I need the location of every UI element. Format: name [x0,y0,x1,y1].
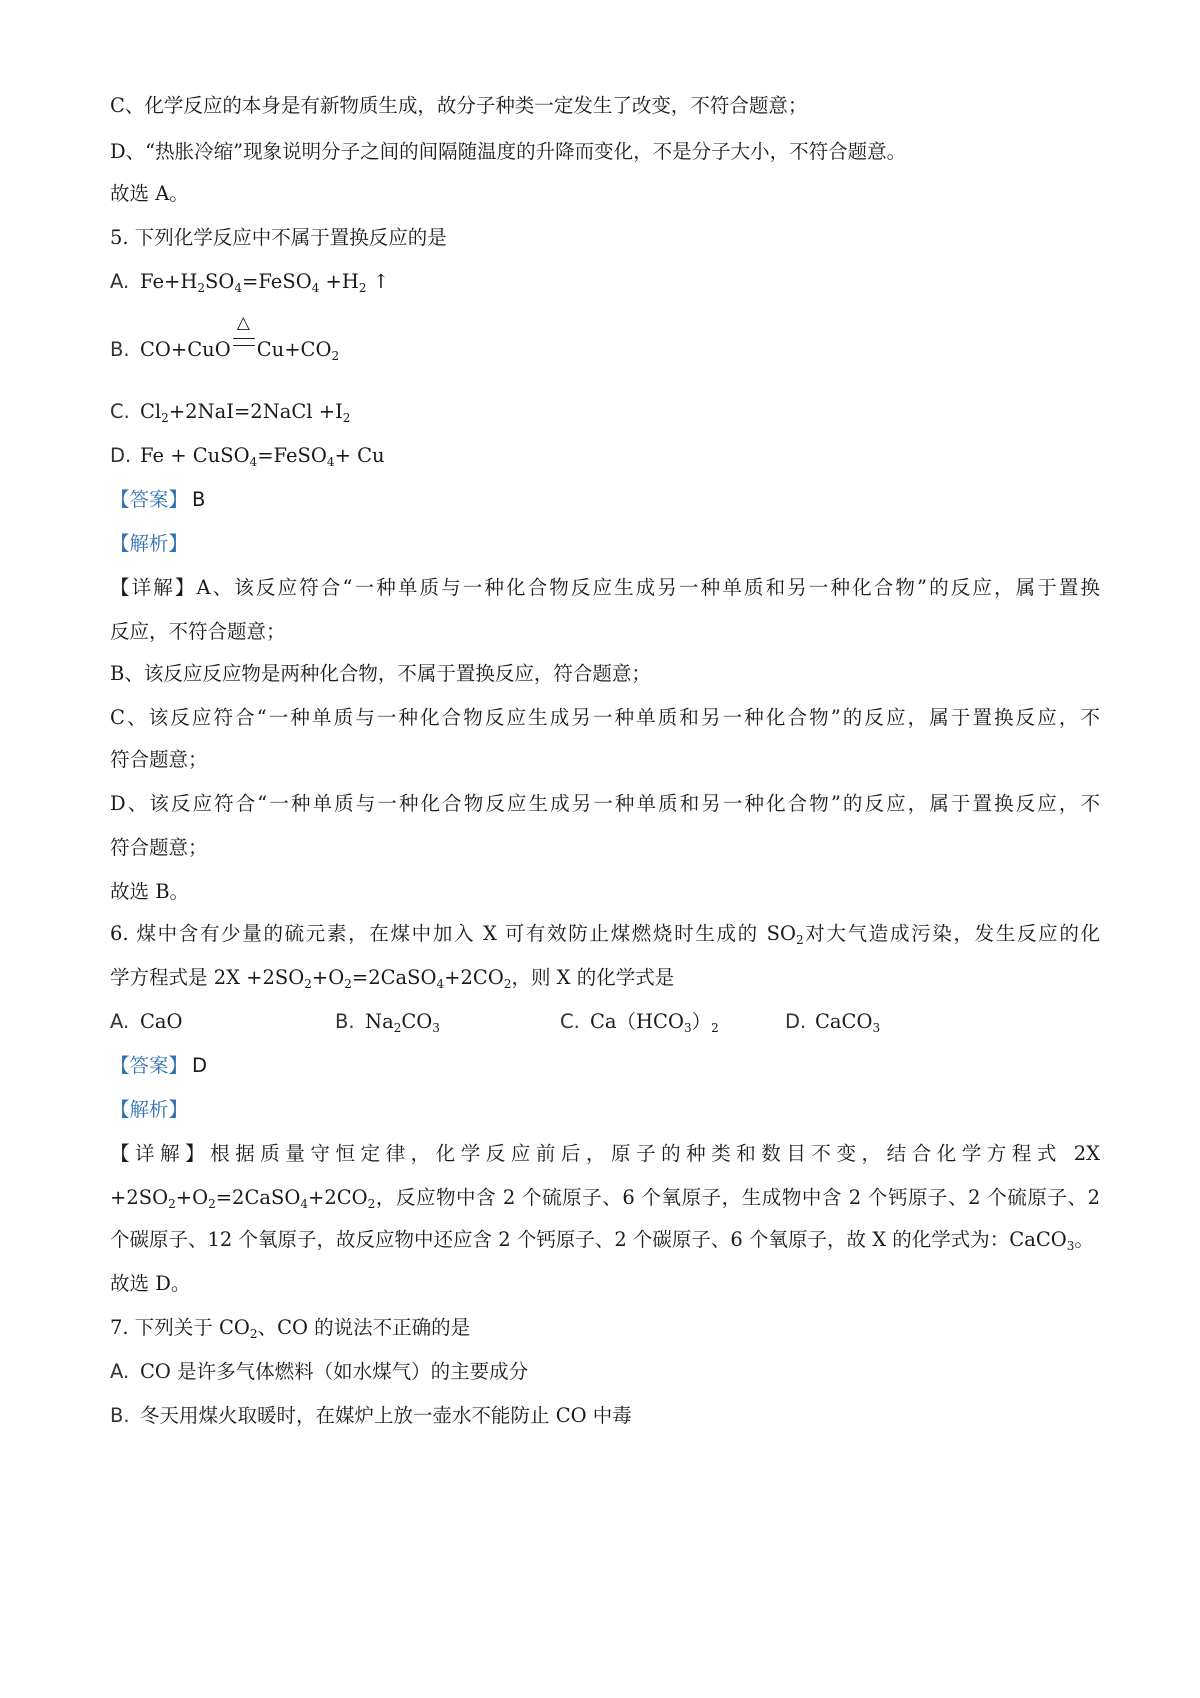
detail-text: 个碳原子、12 个氧原子，故反应物中还应含 2 个钙原子、2 个碳原子、6 个氧原子，故 X 的化学式为：CaCO [110,1228,1067,1251]
formula-part: + Cu [334,444,385,467]
subscript: 3 [1066,1239,1075,1253]
option-letter: A. [110,1360,130,1383]
detail-text: =2CaSO [215,1186,301,1209]
formula-part: +2NaI=2NaCl +I [168,400,343,423]
formula-part: SO [205,270,235,293]
conclusion-line: 故选 A。 [110,182,189,205]
detail-text: 。 [1074,1228,1094,1251]
q6-answer [110,1052,1100,1080]
detail-line: 【详解】根据质量守恒定律，化学反应前后，原子的种类和数目不变，结合化学方程式 2X [110,1142,1100,1165]
stem-text: 6. 煤中含有少量的硫元素，在煤中加入 X 可有效防止煤燃烧时生成的 SO [110,922,796,945]
stem-text: 学方程式是 2X +2SO [110,966,305,989]
option-letter: A. [110,1010,130,1033]
q6-option-d [785,1008,880,1036]
subscript: 2 [304,977,312,991]
subscript: 2 [503,977,512,991]
detail-text: +O [175,1186,209,1209]
detail-line: 【详解】A、该反应符合“一种单质与一种化合物反应生成另一种单质和另一种化合物”的反应，属于置换 [110,576,1100,599]
subscript: 4 [436,977,445,991]
subscript: 4 [234,281,242,295]
option-text: CO 是许多气体燃料（如水煤气）的主要成分 [140,1360,529,1383]
formula-part: Fe+H [140,270,198,293]
stem-text: ，则 X 的化学式是 [511,966,675,989]
analysis-label: 【解析】 [110,1098,189,1121]
formula-part: Na [365,1010,394,1033]
subscript: 2 [161,411,169,425]
q6-option-c [560,1008,719,1036]
option-letter: A. [110,270,130,293]
heat-delta-icon: △ [236,313,250,333]
double-bar [233,338,255,346]
detail-text: ，反应物中含 2 个硫原子、6 个氧原子，生成物中含 2 个钙原子、2 个硫原子、2 [375,1186,1100,1209]
q7-option-a [110,1358,1100,1386]
detail-line: 反应，不符合题意； [110,620,286,643]
q5-analysis [110,530,1100,558]
question-6-stem [110,920,1100,948]
q5-option-b [110,313,1100,364]
detail-line: C、该反应符合“一种单质与一种化合物反应生成另一种单质和另一种化合物”的反应，属于置换反应，不 [110,706,1100,729]
detail-line: B、该反应反应物是两种化合物，不属于置换反应，符合题意； [110,662,651,685]
subscript: 2 [197,281,205,295]
subscript: 2 [208,1197,216,1211]
answer-value: D [192,1054,208,1077]
subscript: 2 [344,977,352,991]
formula-part: =FeSO [257,444,327,467]
subscript: 4 [311,281,320,295]
subscript: 2 [331,349,340,363]
detail-line: 符合题意； [110,748,208,771]
subscript: 2 [168,1197,176,1211]
q6-option-a [110,1008,183,1036]
option-text: 冬天用煤火取暖时，在媒炉上放一壶水不能防止 CO 中毒 [140,1404,632,1427]
subscript: 2 [367,1197,376,1211]
subscript: 4 [300,1197,308,1211]
stem-text: 对大气造成污染，发生反应的化 [803,922,1100,945]
subscript: 2 [342,411,351,425]
detail-text: +2CO [307,1186,368,1209]
q5-option-c [110,398,1100,426]
subscript: 2 [393,1021,402,1035]
answer-label: 【答案】 [110,488,189,511]
subscript: 2 [711,1021,719,1035]
formula-part: +H [319,270,359,293]
option-text: CaO [140,1010,183,1033]
stem-text: +O [311,966,345,989]
answer-label: 【答案】 [110,1054,189,1077]
detail-line [110,1184,1100,1212]
formula-part: CaCO [815,1010,873,1033]
subscript: 3 [872,1021,881,1035]
option-letter: B. [110,1404,130,1427]
answer-value: B [192,488,206,511]
conclusion-line: 故选 D。 [110,1272,191,1295]
text-line: C、化学反应的本身是有新物质生成，故分子种类一定发生了改变，不符合题意； [110,94,808,117]
option-letter: C. [560,1010,580,1033]
formula-part: Fe + CuSO [140,444,250,467]
subscript: 2 [358,281,367,295]
formula-part: Cu+CO [256,338,332,361]
formula-part: ） [691,1010,712,1033]
detail-text: +2SO [110,1186,169,1209]
q5-answer [110,486,1100,514]
formula-part: Cl [140,400,162,423]
subscript: 4 [249,455,258,469]
subscript: 3 [683,1021,692,1035]
option-letter: C. [110,400,130,423]
subscript: 2 [796,933,804,947]
subscript: 2 [249,1327,258,1341]
q7-option-b [110,1402,1100,1430]
q5-option-a [110,268,1100,296]
q6-analysis [110,1096,1100,1124]
conclusion-line: 故选 B。 [110,880,190,903]
option-letter: B. [110,338,130,361]
detail-line: 符合题意； [110,836,208,859]
subscript: 3 [432,1021,440,1035]
formula-part: CO [401,1010,433,1033]
question-5-stem: 5. 下列化学反应中不属于置换反应的是 [110,226,447,249]
detail-line: D、该反应符合“一种单质与一种化合物反应生成另一种单质和另一种化合物”的反应，属于置换反应，不 [110,792,1100,815]
formula-part: =FeSO [242,270,312,293]
analysis-label: 【解析】 [110,532,189,555]
detail-line [110,1226,1100,1254]
option-letter: D. [110,444,132,467]
stem-text: 7. 下列关于 CO [110,1316,250,1339]
stem-text: =2CaSO [351,966,437,989]
heating-equals-sign [231,313,257,354]
formula-part: Ca（HCO [590,1010,684,1033]
subscript: 4 [326,455,335,469]
q5-option-d [110,442,1100,470]
question-7-stem [110,1314,1100,1342]
gas-arrow: ↑ [366,270,390,293]
option-letter: B. [335,1010,355,1033]
question-6-stem-cont [110,964,1100,992]
q6-option-b [335,1008,440,1036]
stem-text: 、CO 的说法不正确的是 [257,1316,471,1339]
option-letter: D. [785,1010,807,1033]
stem-text: +2CO [444,966,504,989]
formula-part: CO+CuO [140,338,231,361]
text-line: D、“热胀冷缩”现象说明分子之间的间隔随温度的升降而变化，不是分子大小，不符合题意。 [110,140,907,163]
